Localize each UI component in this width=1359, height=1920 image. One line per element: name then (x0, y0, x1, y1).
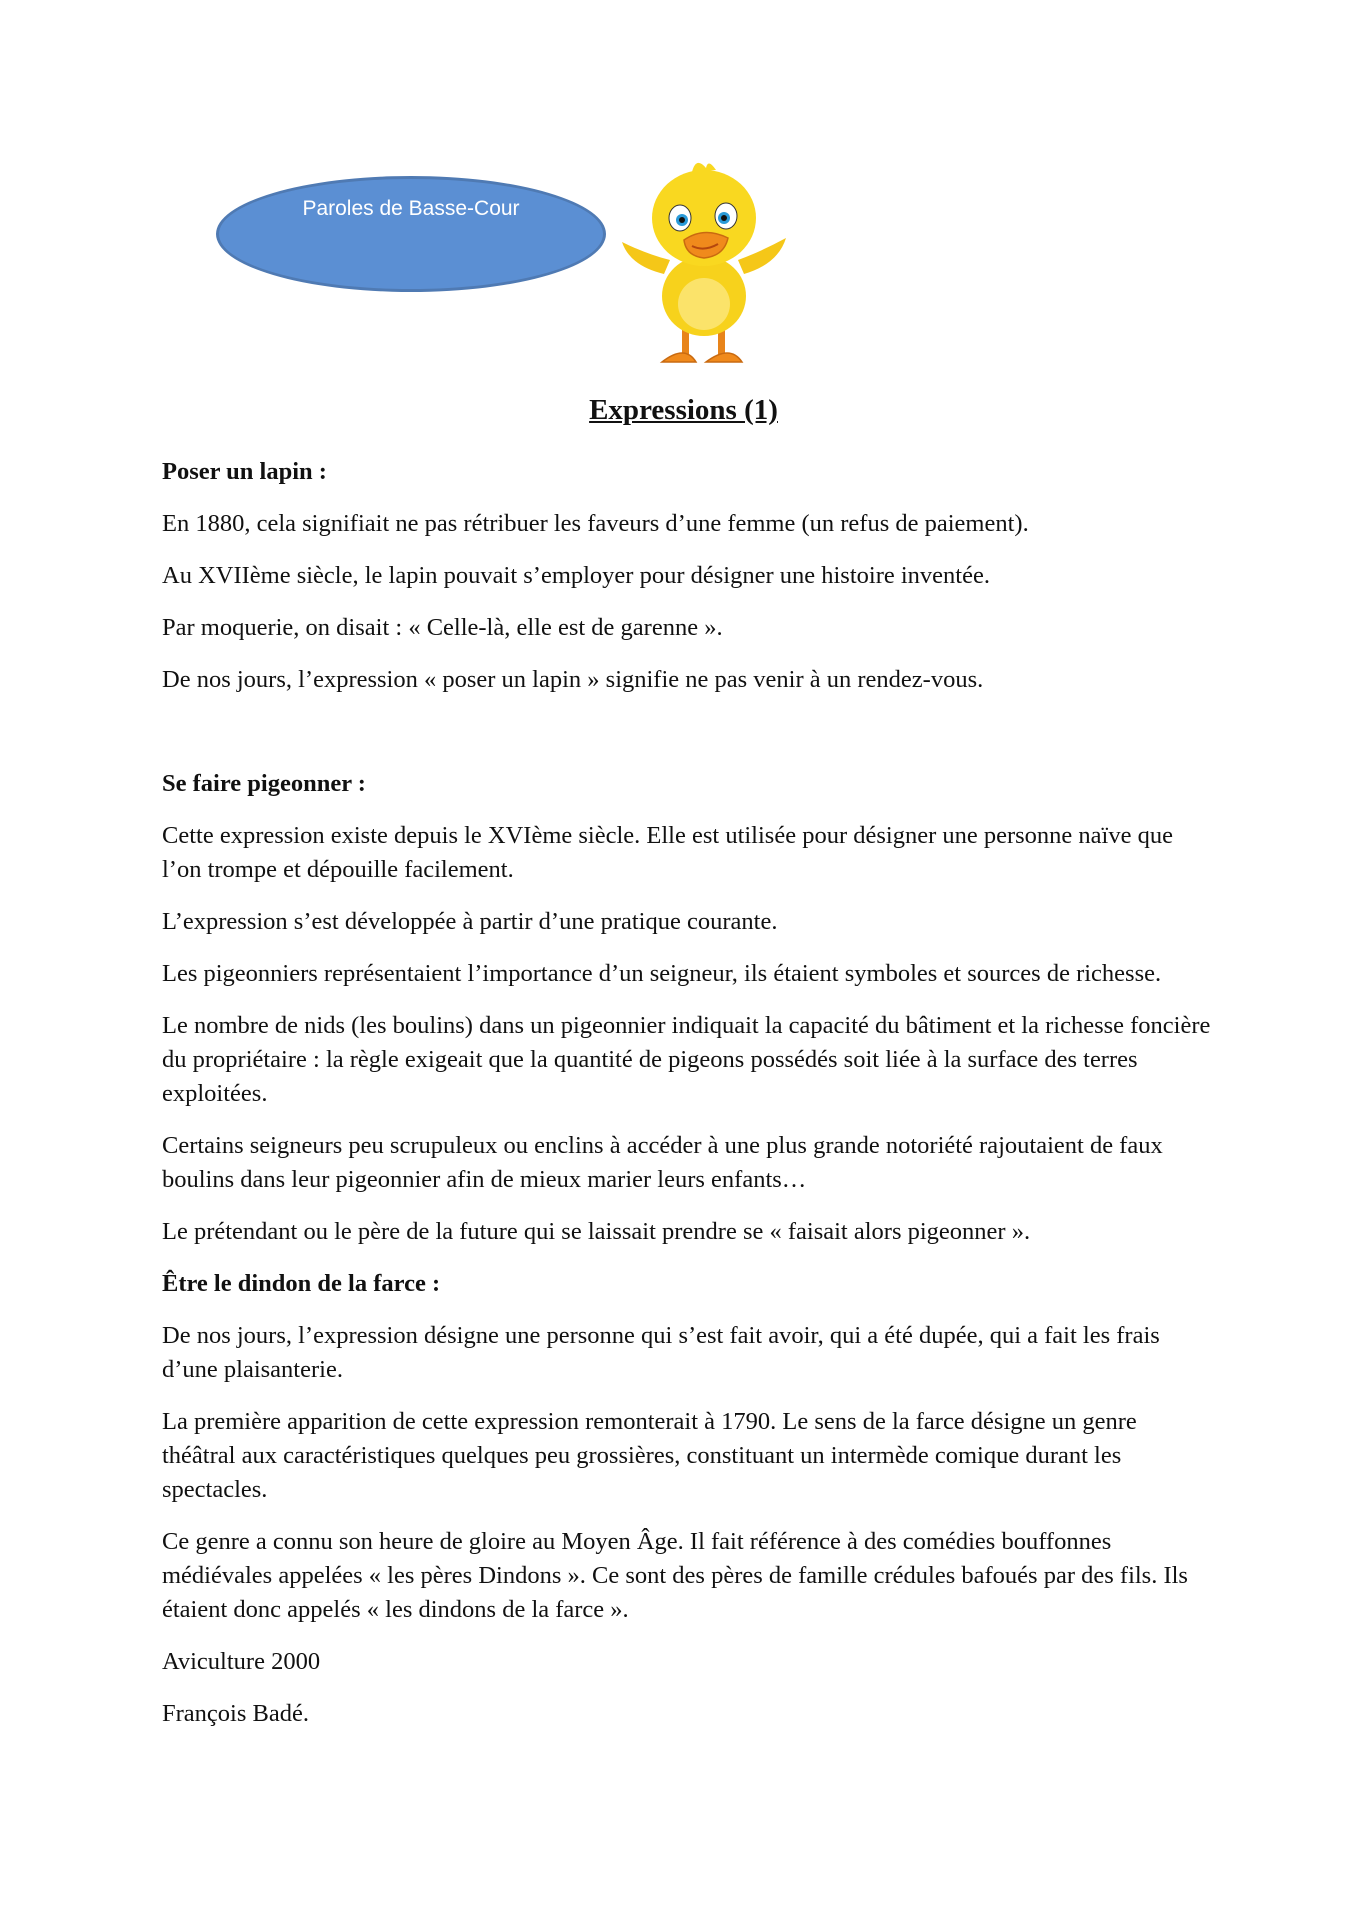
paragraph: Le nombre de nids (les boulins) dans un pigeonnier indiquait la capacité du bâtiment et la richesse foncière du propriétaire : la règle exigeait que la quantité de pigeons possédés soit liée à la surface des terres exploitées. (162, 1012, 1211, 1107)
paragraph: De nos jours, l’expression désigne une personne qui s’est fait avoir, qui a été dupée, qui a fait les frais d’une plaisanterie. (162, 1322, 1160, 1383)
section-heading: Poser un lapin : (162, 458, 327, 485)
paragraph: Cette expression existe depuis le XVIème siècle. Elle est utilisée pour désigner une personne naïve que l’on trompe et dépouille facilement. (162, 822, 1173, 883)
author-line: François Badé. (162, 1700, 309, 1727)
paragraph: L’expression s’est développée à partir d’une pratique courante. (162, 908, 778, 935)
paragraph: Ce genre a connu son heure de gloire au Moyen Âge. Il fait référence à des comédies bouffonnes médiévales appelées « les pères Dindons ». Ce sont des pères de famille crédules bafoués par des fils. Ils étaient donc appelés « les dindons de la farce ». (162, 1528, 1188, 1623)
paragraph: Par moquerie, on disait : « Celle-là, elle est de garenne ». (162, 614, 723, 641)
badge-label: Paroles de Basse-Cour (302, 197, 520, 220)
paragraph: Les pigeonniers représentaient l’importance d’un seigneur, ils étaient symboles et sources de richesse. (162, 960, 1162, 987)
header-badge (216, 176, 606, 292)
paragraph: Au XVIIème siècle, le lapin pouvait s’employer pour désigner une histoire inventée. (162, 562, 990, 589)
paragraph: Le prétendant ou le père de la future qui se laissait prendre se « faisait alors pigeonner ». (162, 1218, 1031, 1245)
paragraph: La première apparition de cette expression remonterait à 1790. Le sens de la farce désigne un genre théâtral aux caractéristiques quelques peu grossières, constituant un intermède comique durant les spectacles. (162, 1408, 1137, 1503)
paragraph: Certains seigneurs peu scrupuleux ou enclins à accéder à une plus grande notoriété rajoutaient de faux boulins dans leur pigeonnier afin de mieux marier leurs enfants… (162, 1132, 1163, 1193)
section-heading: Être le dindon de la farce : (162, 1270, 441, 1297)
article-body (162, 455, 1212, 1749)
page-title: Expressions (1) (589, 394, 778, 426)
duckling-icon (600, 156, 800, 381)
paragraph: De nos jours, l’expression « poser un lapin » signifie ne pas venir à un rendez-vous. (162, 666, 984, 693)
section-heading: Se faire pigeonner : (162, 770, 366, 797)
paragraph: En 1880, cela signifiait ne pas rétribuer les faveurs d’une femme (un refus de paiement). (162, 510, 1029, 537)
source-line: Aviculture 2000 (162, 1648, 321, 1675)
spacer (162, 715, 1212, 767)
